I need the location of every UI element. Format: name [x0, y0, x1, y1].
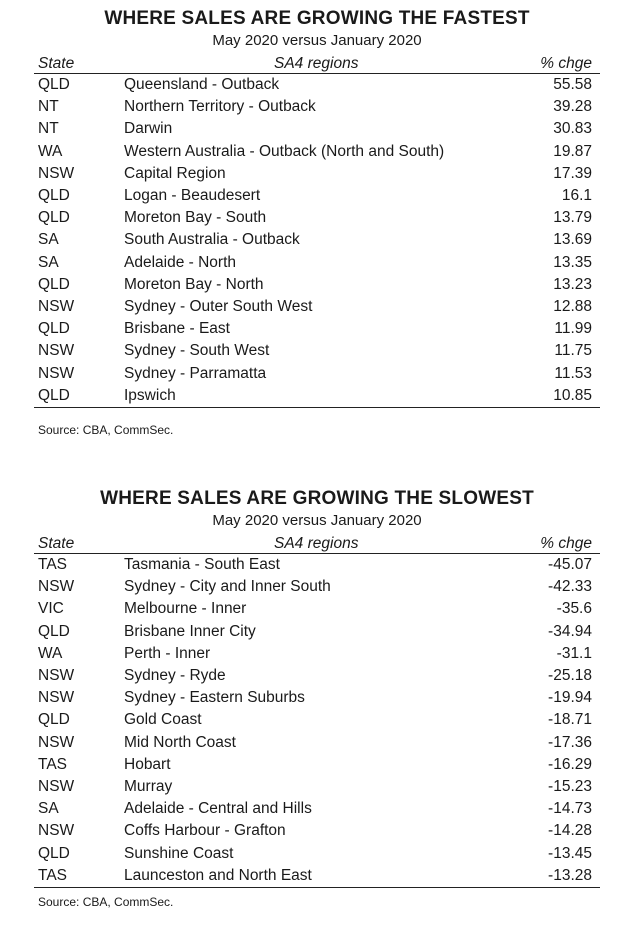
region-cell: Darwin [124, 120, 173, 138]
state-cell: SA [38, 253, 59, 271]
table-row [34, 621, 600, 643]
table-row [34, 843, 600, 865]
pct-cell: -45.07 [548, 556, 592, 573]
slowest-rows [34, 554, 600, 888]
state-cell: QLD [38, 711, 70, 729]
pct-cell: 13.35 [553, 253, 592, 271]
fastest-title: WHERE SALES ARE GROWING THE FASTEST [104, 8, 530, 29]
state-cell: QLD [38, 622, 70, 640]
table-row [34, 318, 600, 340]
state-cell: QLD [38, 187, 70, 205]
state-cell: QLD [38, 844, 70, 862]
region-cell: Murray [124, 778, 173, 796]
state-cell: WA [38, 644, 63, 662]
pct-cell: 13.69 [553, 231, 592, 249]
state-cell: NSW [38, 578, 75, 596]
state-cell: TAS [38, 755, 67, 773]
pct-cell: -25.18 [548, 667, 592, 685]
state-cell: NSW [38, 689, 75, 707]
pct-cell: -15.23 [548, 778, 592, 796]
state-cell: TAS [38, 556, 67, 573]
fastest-subtitle: May 2020 versus January 2020 [212, 32, 422, 49]
region-cell: Perth - Inner [124, 644, 211, 662]
fastest-table [34, 54, 600, 408]
slowest-subtitle: May 2020 versus January 2020 [212, 512, 422, 529]
slowest-table [34, 534, 600, 888]
state-cell: NSW [38, 342, 75, 360]
table-row [34, 554, 600, 577]
region-header: SA4 regions [124, 534, 482, 554]
pct-header: % chge [482, 534, 600, 554]
region-cell: Adelaide - Central and Hills [124, 800, 312, 818]
state-cell: NSW [38, 667, 75, 685]
table-row [34, 118, 600, 140]
region-cell: Brisbane Inner City [124, 622, 256, 640]
region-cell: Hobart [124, 755, 171, 773]
state-cell: NSW [38, 822, 75, 840]
table-row [34, 865, 600, 888]
region-cell: Ipswich [124, 385, 482, 408]
region-cell: South Australia - Outback [124, 231, 300, 249]
region-cell: Sydney - Parramatta [124, 364, 267, 382]
pct-cell: -19.94 [548, 689, 592, 707]
table-row [34, 340, 600, 362]
table-row [34, 776, 600, 798]
table-row [34, 185, 600, 207]
state-cell: QLD [38, 209, 70, 227]
region-cell: Northern Territory - Outback [124, 98, 316, 116]
pct-cell: -31.1 [556, 644, 592, 662]
state-cell: NSW [38, 778, 75, 796]
pct-cell: 13.23 [553, 275, 592, 293]
region-cell: Sydney - Ryde [124, 667, 226, 685]
table-header-row [34, 534, 600, 554]
pct-cell: 39.28 [553, 98, 592, 116]
slowest-section [0, 486, 634, 909]
region-cell: Western Australia - Outback (North and South) [124, 142, 445, 160]
region-cell: Sydney - City and Inner South [124, 578, 331, 596]
pct-cell: -34.94 [548, 622, 592, 640]
pct-cell: -16.29 [548, 755, 592, 773]
pct-cell: 16.1 [561, 187, 592, 205]
region-cell: Gold Coast [124, 711, 202, 729]
table-row [34, 665, 600, 687]
state-header: State [34, 54, 124, 74]
table-row [34, 163, 600, 185]
table-row [34, 798, 600, 820]
table-row [34, 643, 600, 665]
region-cell: Moreton Bay - North [124, 275, 264, 293]
region-cell: Brisbane - East [124, 320, 230, 338]
state-cell: NT [38, 98, 59, 116]
region-cell: Moreton Bay - South [124, 209, 267, 227]
table-row [34, 363, 600, 385]
state-cell: SA [38, 231, 59, 249]
table-row [34, 709, 600, 731]
pct-cell: 30.83 [553, 120, 592, 138]
table-row [34, 598, 600, 620]
region-cell: Queensland - Outback [124, 76, 280, 93]
pct-cell: 13.79 [553, 209, 592, 227]
region-cell: Sydney - Outer South West [124, 298, 313, 316]
table-row [34, 687, 600, 709]
table-row [34, 252, 600, 274]
pct-header: % chge [482, 54, 600, 74]
state-cell: NSW [38, 298, 75, 316]
table-row [34, 576, 600, 598]
region-cell: Tasmania - South East [124, 556, 280, 573]
state-cell: TAS [34, 865, 124, 888]
pct-cell: 11.53 [554, 364, 592, 382]
state-header: State [34, 534, 124, 554]
region-header: SA4 regions [124, 54, 482, 74]
region-cell: Sydney - South West [124, 342, 270, 360]
state-cell: NSW [38, 733, 75, 751]
table-header-row [34, 54, 600, 74]
table-row [34, 754, 600, 776]
state-cell: QLD [34, 385, 124, 408]
region-cell: Logan - Beaudesert [124, 187, 261, 205]
table-row [34, 296, 600, 318]
table-row [34, 732, 600, 754]
pct-cell: 11.99 [554, 320, 592, 338]
pct-cell: 55.58 [553, 76, 592, 93]
pct-cell: 17.39 [553, 164, 592, 182]
state-cell: VIC [38, 600, 64, 618]
pct-cell: -13.45 [548, 844, 592, 862]
region-cell: Sunshine Coast [124, 844, 234, 862]
region-cell: Melbourne - Inner [124, 600, 247, 618]
state-cell: NT [38, 120, 59, 138]
pct-cell: -14.73 [548, 800, 592, 818]
state-cell: WA [38, 142, 63, 160]
fastest-section [0, 6, 634, 437]
pct-cell: 10.85 [482, 385, 600, 408]
state-cell: SA [38, 800, 59, 818]
table-row [34, 229, 600, 251]
region-cell: Coffs Harbour - Grafton [124, 822, 286, 840]
slowest-title: WHERE SALES ARE GROWING THE SLOWEST [100, 488, 534, 509]
pct-cell: -42.33 [548, 578, 592, 596]
state-cell: QLD [38, 76, 70, 93]
fastest-source: Source: CBA, CommSec. [38, 423, 174, 437]
table-row [34, 207, 600, 229]
region-cell: Sydney - Eastern Suburbs [124, 689, 305, 707]
slowest-source: Source: CBA, CommSec. [38, 895, 174, 909]
state-cell: QLD [38, 320, 70, 338]
state-cell: NSW [38, 164, 75, 182]
pct-cell: -13.28 [482, 865, 600, 888]
table-row [34, 141, 600, 163]
table-row [34, 385, 600, 408]
pct-cell: -14.28 [548, 822, 592, 840]
pct-cell: 19.87 [553, 142, 592, 160]
pct-cell: 11.75 [554, 342, 592, 360]
table-row [34, 74, 600, 97]
table-row [34, 820, 600, 842]
region-cell: Launceston and North East [124, 865, 482, 888]
table-row [34, 274, 600, 296]
pct-cell: 12.88 [553, 298, 592, 316]
region-cell: Adelaide - North [124, 253, 237, 271]
pct-cell: -35.6 [556, 600, 592, 618]
pct-cell: -18.71 [548, 711, 592, 729]
state-cell: NSW [38, 364, 75, 382]
state-cell: QLD [38, 275, 70, 293]
table-row [34, 96, 600, 118]
pct-cell: -17.36 [548, 733, 592, 751]
region-cell: Mid North Coast [124, 733, 236, 751]
region-cell: Capital Region [124, 164, 226, 182]
fastest-rows [34, 74, 600, 408]
